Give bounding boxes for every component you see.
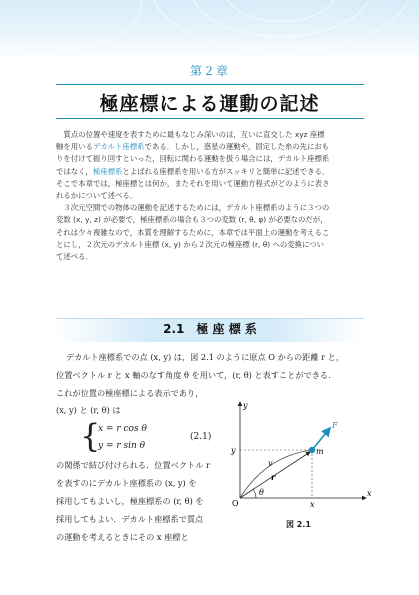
y-tick-label: y [231, 446, 236, 455]
intro-line: ３次元空間での物体の運動を記述するためには，デカルト座標系のように３つの [63, 203, 330, 213]
intro-line: 変数 (x, y, z) が必要で，極座標系の場合も３つの変数 (r, θ, φ) が必要なのだが， [56, 215, 328, 225]
angle-arc [253, 489, 256, 498]
term-link[interactable]: 極座標系 [92, 166, 123, 176]
body-line: (x, y) と (r, θ) は [56, 405, 121, 415]
origin-label: O [232, 499, 239, 508]
radius-label: r [271, 472, 276, 482]
body-line: デカルト座標系での点 (x, y) は，図 2.1 のように原点 O からの距離 r と， [66, 352, 345, 362]
equation-brace: { [80, 417, 101, 455]
angle-label: θ [259, 488, 264, 497]
intro-line: ではなく，極座標系とよばれる座標系を用いる方がスッキリと簡単に記述できる． [56, 166, 330, 176]
x-axis-label: x [367, 489, 372, 498]
figure-caption: 図 2.1 [286, 520, 311, 529]
force-label: F [332, 421, 338, 430]
body-line: 採用してもよいし，極座標系の (r, θ) を [56, 496, 204, 506]
body-line: の関係で結び付けられる．位置ベクトル r [56, 460, 210, 470]
equation-2-1 [80, 417, 220, 456]
section-title: 2.1 極 座 標 系 [163, 322, 257, 336]
intro-line: とにし，２次元のデカルト座標 (x, y) から２次元の極座標 (r, θ) への変換につい [56, 239, 325, 249]
velocity-label: v [268, 459, 273, 468]
equation-number: (2.1) [190, 432, 212, 442]
body-line: を表すのにデカルト座標系の (x, y) を [56, 478, 197, 488]
intro-line: それは少々複雑なので，本質を理解するために，本章では平面上の運動を考えるこ [56, 227, 330, 237]
equation-line-x: x = r cos θ [98, 424, 147, 434]
intro-line: りを付けて振り回すといった，回転に関わる運動を扱う場合には，デカルト座標系 [56, 154, 330, 164]
header-background [0, 0, 419, 60]
title-rule-bottom [56, 118, 364, 119]
intro-line: 質点の位置や速度を表すために最もなじみ深いのは，互いに直交した xyz 座標 [63, 130, 325, 139]
intro-line: そこで本章では，極座標とは何か，またそれを用いて運動方程式がどのように表さ [56, 178, 330, 188]
body-line: これが位置の極座標による表示であり， [56, 388, 204, 398]
title-rule-top [56, 84, 364, 85]
mass-label: m [316, 447, 324, 456]
y-axis-label: y [243, 401, 248, 410]
body-line: 採用してもよい．デカルト座標系で質点 [56, 514, 204, 524]
equation-line-y: y = r sin θ [98, 441, 146, 451]
intro-line: て述べる． [56, 252, 93, 262]
figure-2-1 [226, 398, 376, 516]
intro-text [56, 129, 368, 263]
body-line: 位置ベクトル r と x 軸のなす角度 θ を用いて，(r, θ) と表すことができる． [56, 370, 337, 380]
intro-line: れるかについて述べる． [56, 191, 138, 201]
term-link[interactable]: デカルト座標系 [92, 142, 145, 152]
intro-line: 軸を用いるデカルト座標系である．しかし，惑星の運動や，固定した糸の先におも [56, 142, 330, 152]
chapter-label: 第２章 [189, 64, 229, 78]
body-line: の運動を考えるときにその x 座標と [56, 532, 189, 542]
x-tick-label: x [310, 500, 315, 509]
chapter-title: 極座標による運動の記述 [99, 93, 320, 115]
mass-point [309, 447, 315, 453]
